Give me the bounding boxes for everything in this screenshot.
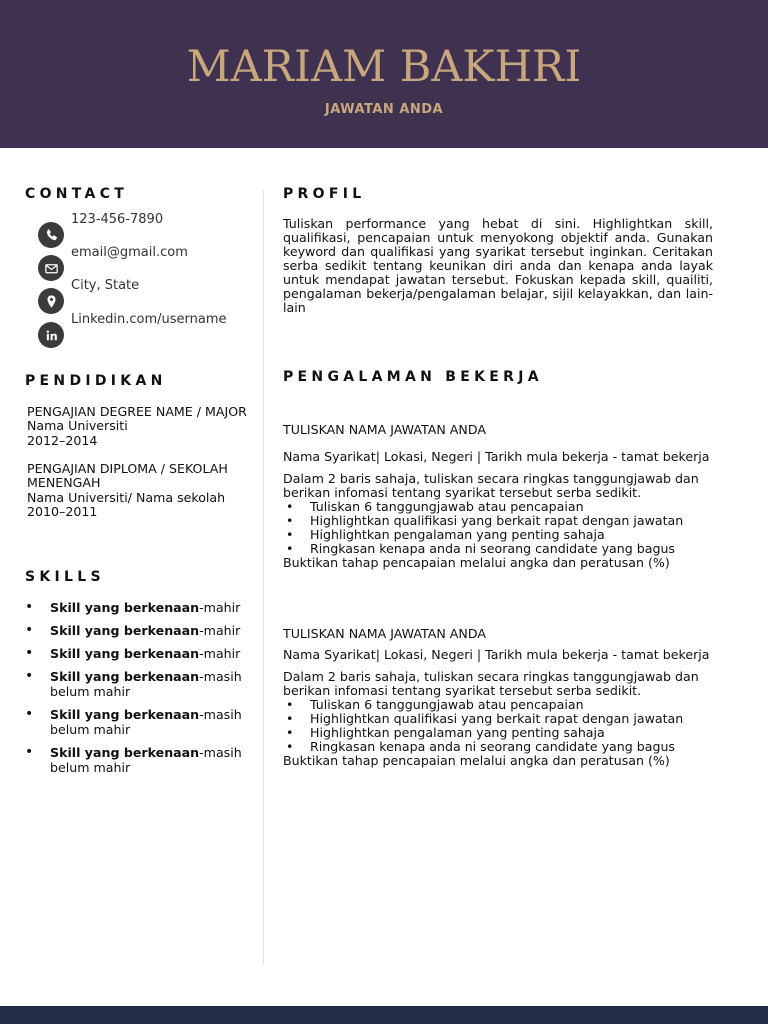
contact-location-text: City, State — [71, 278, 140, 293]
skills-heading: SKILLS — [25, 569, 105, 585]
job-bullet: • Highlightkan qualifikasi yang berkait rapat dengan jawatan — [283, 712, 713, 726]
job-bullets — [283, 698, 713, 754]
contact-linkedin — [38, 312, 258, 350]
education-degree: PENGAJIAN DEGREE NAME / MAJOR — [27, 404, 247, 419]
linkedin-icon — [38, 322, 64, 348]
job-company-line: Nama Syarikat| Lokasi, Negeri | Tarikh mula bekerja - tamat bekerja — [283, 449, 710, 464]
contact-heading: CONTACT — [25, 186, 129, 202]
job-bullet: • Highlightkan qualifikasi yang berkait rapat dengan jawatan — [283, 514, 713, 528]
skill-name: Skill yang berkenaan — [50, 707, 200, 722]
skill-level: -masih belum mahir — [50, 707, 242, 737]
column-divider — [263, 190, 264, 964]
education-years: 2010–2011 — [27, 503, 98, 519]
education-entry-2 — [27, 462, 262, 519]
job-summary: Dalam 2 baris sahaja, tuliskan secara ringkas tanggungjawab dan berikan infomasi tentang syarikat tersebut serba sedikit. — [283, 471, 699, 500]
skill-level: -mahir — [199, 646, 241, 661]
skill-name: Skill yang berkenaan — [50, 623, 200, 638]
location-icon — [38, 288, 64, 314]
job-bullet: • Highlightkan pengalaman yang penting sahaja — [283, 726, 713, 740]
skill-name: Skill yang berkenaan — [50, 600, 200, 615]
skill-name: Skill yang berkenaan — [50, 646, 200, 661]
skills-list — [24, 600, 259, 783]
education-degree-cont: MENENGAH — [27, 475, 101, 491]
education-entry-1 — [27, 405, 262, 448]
education-degree: PENGAJIAN DIPLOMA / SEKOLAH — [27, 461, 228, 476]
skill-level: -masih belum mahir — [50, 745, 242, 775]
email-icon — [38, 255, 64, 281]
contact-phone-text: 123-456-7890 — [71, 212, 164, 227]
job-bullet: • Highlightkan pengalaman yang penting sahaja — [283, 528, 713, 542]
footer-bar — [0, 1006, 768, 1024]
person-name: MARIAM BAKHRI — [186, 42, 582, 92]
skill-name: Skill yang berkenaan — [50, 745, 200, 760]
skill-level: -masih belum mahir — [50, 669, 242, 699]
education-years: 2012–2014 — [27, 432, 98, 448]
job-bullet: • Ringkasan kenapa anda ni seorang candidate yang bagus — [283, 542, 713, 556]
experience-heading: PENGALAMAN BEKERJA — [283, 369, 543, 385]
job-title: JAWATAN ANDA — [324, 102, 444, 117]
job-bullets — [283, 500, 713, 556]
skill-name: Skill yang berkenaan — [50, 669, 200, 684]
job-title: TULISKAN NAMA JAWATAN ANDA — [283, 422, 486, 437]
skill-item — [24, 600, 259, 615]
job-title: TULISKAN NAMA JAWATAN ANDA — [283, 626, 486, 641]
skill-level: -mahir — [199, 623, 241, 638]
job-entry-1 — [283, 423, 713, 570]
skill-item — [24, 623, 259, 638]
job-bullet: • Tuliskan 6 tanggungjawab atau pencapaian — [283, 698, 713, 712]
profile-heading: PROFIL — [283, 186, 366, 202]
job-bullet: • Tuliskan 6 tanggungjawab atau pencapaian — [283, 500, 713, 514]
education-school: Nama Universiti/ Nama sekolah — [27, 489, 226, 505]
header-banner — [0, 0, 768, 148]
job-summary: Dalam 2 baris sahaja, tuliskan secara ringkas tanggungjawab dan berikan infomasi tentang syarikat tersebut serba sedikit. — [283, 669, 699, 698]
profile-text: Tuliskan performance yang hebat di sini. Highlightkan skill, qualifikasi, pencapaian untuk menyokong objektif anda. Gunakan keyword dan qualifikasi yang syarikat tersebut inginkan. Ceritakan serba sedikit tentang keunikan diri anda dan kenapa anda layak untuk mendapat jawatan tersebut. Fokuskan kepada skill, quailiti, pengalaman bekerja/pengalaman belajar, sijil kelayakkan, dan lain-lain — [283, 216, 713, 315]
phone-icon — [38, 222, 64, 248]
job-bullet: • Ringkasan kenapa anda ni seorang candidate yang bagus — [283, 740, 713, 754]
job-closing: Buktikan tahap pencapaian melalui angka dan peratusan (%) — [283, 753, 670, 768]
job-company-line: Nama Syarikat| Lokasi, Negeri | Tarikh mula bekerja - tamat bekerja — [283, 647, 710, 662]
skill-item — [24, 707, 259, 737]
education-school: Nama Universiti — [27, 418, 128, 434]
skill-item — [24, 669, 259, 699]
contact-linkedin-text: Linkedin.com/username — [71, 312, 227, 327]
education-heading: PENDIDIKAN — [25, 373, 167, 389]
contact-email-text: email@gmail.com — [71, 245, 188, 260]
job-entry-2 — [283, 627, 713, 768]
skill-item — [24, 646, 259, 661]
skill-item — [24, 745, 259, 775]
job-closing: Buktikan tahap pencapaian melalui angka dan peratusan (%) — [283, 555, 670, 570]
skill-level: -mahir — [199, 600, 241, 615]
